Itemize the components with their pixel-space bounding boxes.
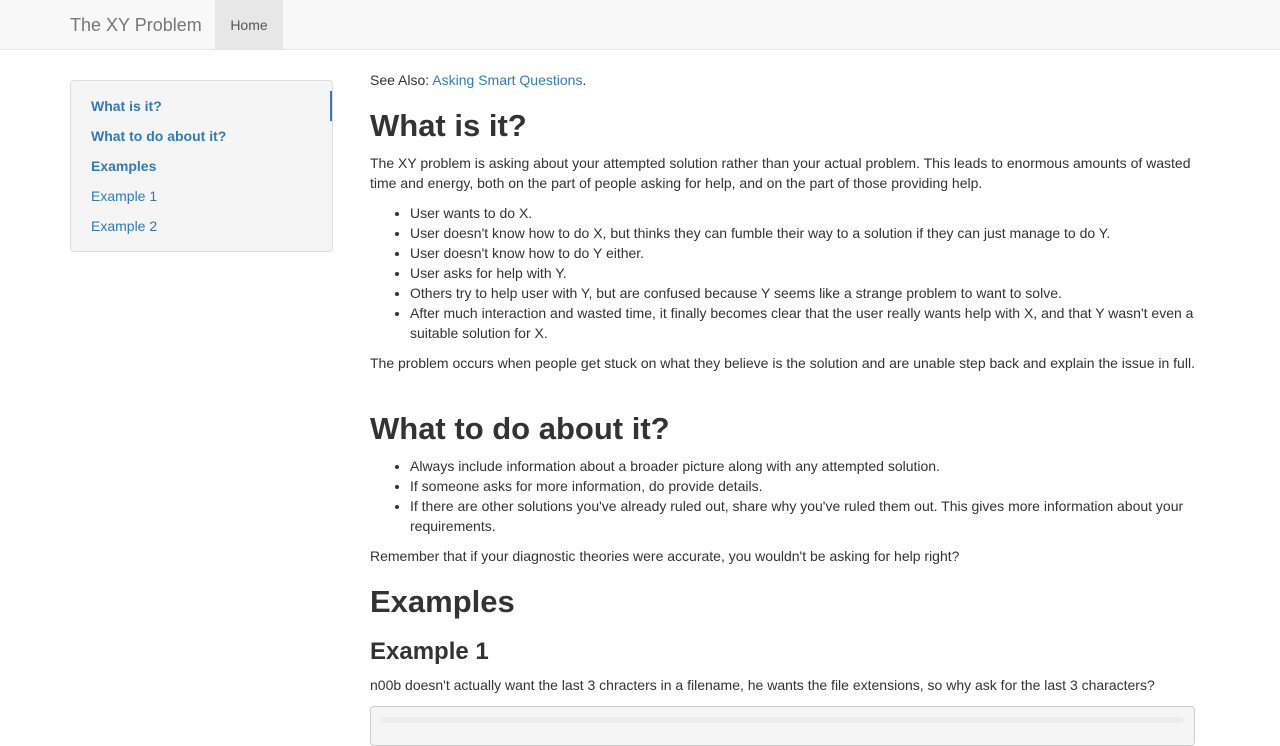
nav-home-link[interactable]: Home	[215, 0, 283, 50]
code-block-inner	[381, 717, 1184, 723]
what-list	[370, 203, 1195, 343]
list-item: • User wants to do X.	[410, 203, 1195, 223]
list-item: • After much interaction and wasted time, it finally becomes clear that the user really wants help with X, and that Y wasn't even a suitable solution for X.	[410, 303, 1195, 343]
asking-smart-questions-link[interactable]: Asking Smart Questions	[432, 72, 583, 88]
sidebar-item-examples[interactable]: Examples	[91, 158, 157, 174]
list-item: • User doesn't know how to do X, but thinks they can fumble their way to a solution if they can just manage to do Y.	[410, 223, 1195, 243]
what-outro: The problem occurs when people get stuck on what they believe is the solution and are unable step back and explain the issue in full.	[370, 355, 1195, 371]
list-item: • User doesn't know how to do Y either.	[410, 243, 1195, 263]
sidebar-item-example-1[interactable]: Example 1	[91, 188, 158, 204]
list-item: • If there are other solutions you've already ruled out, share why you've ruled them out. This gives more information about your requirements.	[410, 496, 1195, 536]
sidebar-item-example-2[interactable]: Example 2	[91, 218, 158, 234]
list-item: • If someone asks for more information, do provide details.	[410, 476, 1195, 496]
example-1-text: n00b doesn't actually want the last 3 chracters in a filename, he wants the file extensions, so why ask for the last 3 characters?	[370, 677, 1155, 693]
see-also-prefix: See Also:	[370, 72, 433, 88]
heading-what-is-it: What is it?	[370, 108, 527, 143]
brand-link[interactable]: The XY Problem	[70, 15, 202, 35]
see-also-suffix: .	[582, 72, 587, 88]
heading-example-1: Example 1	[370, 638, 489, 665]
list-item: • Always include information about a broader picture along with any attempted solution.	[410, 456, 1195, 476]
list-item: • Others try to help user with Y, but are confused because Y seems like a strange problem to want to solve.	[410, 283, 1195, 303]
heading-examples: Examples	[370, 584, 515, 619]
navbar	[0, 0, 1280, 50]
sidebar-item-what-to-do[interactable]: What to do about it?	[91, 128, 227, 144]
code-block	[370, 706, 1195, 746]
see-also	[370, 70, 586, 90]
active-indicator	[330, 91, 332, 121]
todo-list	[370, 456, 1195, 536]
sidebar-item-what-is-it[interactable]: What is it?	[91, 98, 162, 114]
todo-outro: Remember that if your diagnostic theories were accurate, you wouldn't be asking for help right?	[370, 548, 960, 564]
sidebar-toc	[70, 80, 333, 252]
what-intro: The XY problem is asking about your attempted solution rather than your actual problem. This leads to enormous amounts of wasted time and energy, both on the part of people asking for help, and on the part of those providing help.	[370, 155, 1191, 191]
list-item: • User asks for help with Y.	[410, 263, 1195, 283]
heading-what-to-do: What to do about it?	[370, 411, 670, 446]
